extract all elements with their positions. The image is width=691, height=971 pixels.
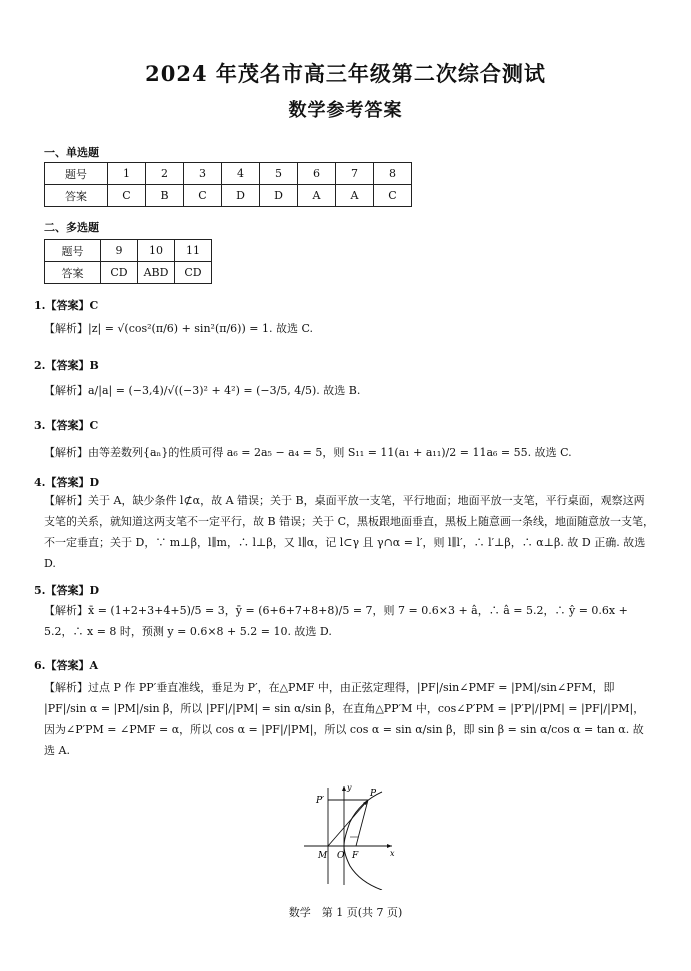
label-p: P <box>370 789 377 799</box>
table-cell: D <box>260 185 298 207</box>
table-row <box>45 185 412 207</box>
table-cell: ABD <box>138 262 175 284</box>
table-cell: C <box>108 185 146 207</box>
q6-analysis: 【解析】过点 P 作 PP′垂直准线，垂足为 P′，在△PMF 中，由正弦定理得，|PF|/sin∠PMF = |PM|/sin∠PFM，即 |PF|/sin α = |PM|/sin β，所以 |PF|/|PM| = sin α/sin β，在直角△PP′M 中，cos∠P′PM = |P′P|/|PM| = |PF|/|PM|，因为∠P′PM = ∠PMF = α，所以 cos α = |PF|/|PM|，所以 cos α = sin α/sin β，即 sin β = sin α/cos α = tan α. 故选 A. <box>44 681 645 757</box>
table-cell: A <box>298 185 336 207</box>
table-cell: 2 <box>146 163 184 185</box>
label-x: x <box>390 849 395 858</box>
label-m: M <box>318 851 328 861</box>
table-cell: CD <box>101 262 138 284</box>
q1-analysis: 【解析】|z| = √(cos²(π/6) + sin²(π/6)) = 1. 故选 C. <box>44 322 313 335</box>
label-y: y <box>347 783 352 792</box>
table-cell: B <box>146 185 184 207</box>
table-cell: 6 <box>298 163 336 185</box>
row-header: 题号 <box>45 163 108 185</box>
table-cell: 8 <box>374 163 412 185</box>
table-row <box>45 262 212 284</box>
table-cell: 7 <box>336 163 374 185</box>
page-footer: 数学 第 1 页(共 7 页) <box>288 906 403 919</box>
multi-choice-table <box>44 239 212 284</box>
q1-answer: 1.【答案】C <box>34 299 99 312</box>
table-cell: A <box>336 185 374 207</box>
q4-analysis: 【解析】关于 A，缺少条件 l⊄α，故 A 错误；关于 B，桌面平放一支笔，平行地面；地面平放一支笔，平行桌面，观察这两支笔的关系，就知道这两支笔不一定平行，故 B 错误；关于 C，黑板跟地面垂直，黑板上随意画一条线，地面随意放一支笔，不一定垂直；关于 D，∵ m⊥β，l∥m，∴ l⊥β，又 l∥α，记 l⊂γ 且 γ∩α = l′，则 l∥l′，∴ l′⊥β，∴ α⊥β. 故 D 正确. 故选 D. <box>44 494 654 570</box>
label-f: F <box>352 851 359 861</box>
table-cell: 1 <box>108 163 146 185</box>
single-choice-section-label: 一、单选题 <box>44 146 99 159</box>
page-title: 2024 年茂名市高三年级第二次综合测试 <box>145 61 546 86</box>
page-subtitle: 数学参考答案 <box>288 100 403 121</box>
label-p-prime: P′ <box>316 796 325 806</box>
parabola-figure <box>300 780 400 890</box>
q2-answer: 2.【答案】B <box>34 359 99 372</box>
q6-answer: 6.【答案】A <box>34 659 99 672</box>
table-cell: D <box>222 185 260 207</box>
multi-choice-section-label: 二、多选题 <box>44 221 99 234</box>
q5-answer: 5.【答案】D <box>34 584 100 597</box>
row-header: 答案 <box>45 262 101 284</box>
label-o: O <box>337 851 345 861</box>
table-cell: 11 <box>175 240 212 262</box>
table-cell: 9 <box>101 240 138 262</box>
parabola-curve <box>344 792 382 890</box>
single-choice-table <box>44 162 412 207</box>
x-axis-arrow <box>387 844 392 848</box>
table-row <box>45 240 212 262</box>
table-cell: 4 <box>222 163 260 185</box>
q3-analysis: 【解析】由等差数列{aₙ}的性质可得 a₆ = 2a₅ − a₄ = 5，则 S₁₁ = 11(a₁ + a₁₁)/2 = 11a₆ = 55. 故选 C. <box>44 446 572 459</box>
table-cell: 3 <box>184 163 222 185</box>
table-cell: CD <box>175 262 212 284</box>
row-header: 题号 <box>45 240 101 262</box>
q4-answer: 4.【答案】D <box>34 476 100 489</box>
q5-analysis: 【解析】x̄ = (1+2+3+4+5)/5 = 3，ȳ = (6+6+7+8+8)/5 = 7，则 7 = 0.6×3 + â，∴ â = 5.2，∴ ŷ = 0.6x + 5.2，∴ x = 8 时，预测 y = 0.6×8 + 5.2 = 10. 故选 D. <box>44 604 628 638</box>
table-cell: 10 <box>138 240 175 262</box>
q3-answer: 3.【答案】C <box>34 419 99 432</box>
y-axis-arrow <box>342 786 346 791</box>
row-header: 答案 <box>45 185 108 207</box>
q2-analysis: 【解析】a/|a| = (−3,4)/√((−3)² + 4²) = (−3/5, 4/5). 故选 B. <box>44 384 361 397</box>
table-cell: C <box>184 185 222 207</box>
table-cell: C <box>374 185 412 207</box>
table-cell: 5 <box>260 163 298 185</box>
table-row <box>45 163 412 185</box>
